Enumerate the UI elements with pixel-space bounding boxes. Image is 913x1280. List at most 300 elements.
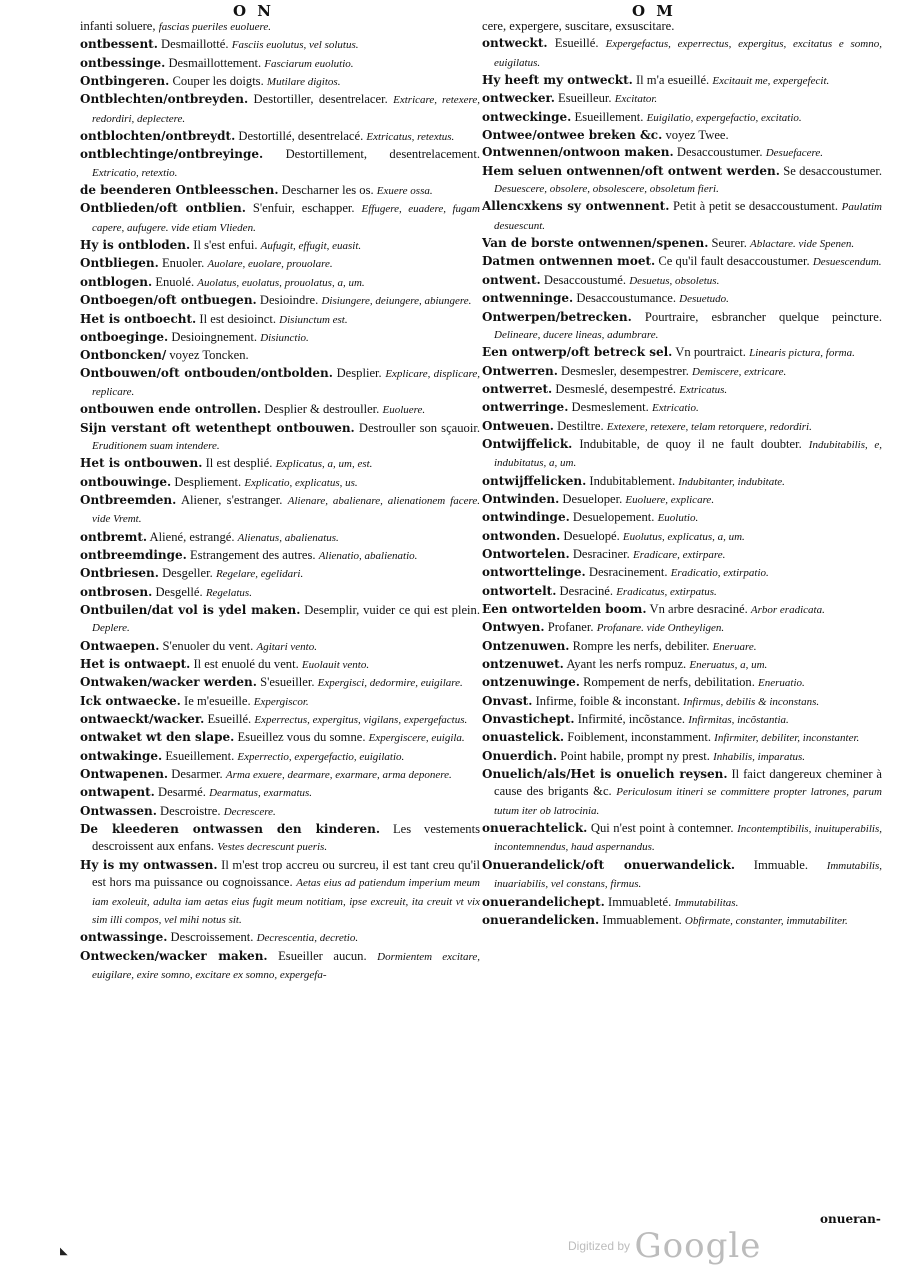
dictionary-entry	[80, 91, 480, 128]
headword: ontwakinge.	[80, 748, 163, 763]
headword: Ontzenuwen.	[482, 638, 570, 653]
latin-gloss: Dormientem excitare, euigilare, exire somno, excitare ex somno, expergefa-	[92, 950, 480, 981]
dictionary-entry	[80, 766, 480, 784]
headword: ontwapent.	[80, 785, 155, 800]
dictionary-entry	[482, 473, 882, 491]
dictionary-entry	[482, 309, 882, 345]
latin-gloss: Delineare, ducere lineas, adumbrare.	[494, 328, 659, 341]
headword: ontwijffelicken.	[482, 473, 587, 488]
headword: ontblogen.	[80, 274, 153, 289]
french-gloss: Desueloper.	[562, 491, 623, 506]
latin-gloss: Extricare, retexere, redordiri, deplectere.	[92, 94, 480, 125]
dictionary-entry	[80, 711, 480, 729]
latin-gloss: Extricatio.	[651, 402, 699, 415]
dictionary-entry	[80, 274, 480, 292]
latin-gloss: Euolutus, explicatus, a, um.	[622, 530, 745, 543]
latin-gloss: Fasciis euolutus, vel solutus.	[231, 39, 359, 52]
latin-gloss: Demiscere, extricare.	[692, 365, 787, 378]
dictionary-entry	[482, 528, 882, 546]
french-gloss: S'esueiller.	[260, 675, 315, 690]
dictionary-entry	[80, 584, 480, 602]
latin-gloss: Regelare, egelidari.	[215, 568, 304, 581]
headword: Ontbreemden.	[80, 492, 177, 507]
headword: ontwaeckt/wacker.	[80, 712, 205, 727]
dictionary-entry	[482, 198, 882, 235]
french-gloss: Descroistre.	[160, 803, 221, 818]
latin-gloss: Indubitanter, indubitate.	[678, 475, 785, 488]
dictionary-entry	[482, 509, 882, 527]
headword: Onvast.	[482, 693, 533, 708]
headword: Onuerandelick/oft onuerwandelick.	[482, 857, 736, 872]
french-gloss: Desmeslement.	[571, 400, 649, 415]
latin-gloss: Aufugit, effugit, euasit.	[260, 240, 362, 253]
dictionary-entry	[80, 255, 480, 273]
french-gloss: Descharner les os.	[281, 183, 374, 198]
headword: Hem seluen ontwennen/oft ontwent werden.	[482, 163, 780, 178]
french-gloss: Pourtraire, esbrancher quelque peincture.	[644, 309, 882, 324]
dictionary-entry	[482, 418, 882, 436]
headword: De kleederen ontwassen den kinderen.	[80, 822, 381, 837]
french-gloss: Desmaillottement.	[168, 55, 262, 70]
latin-gloss: fascias pueriles euoluere.	[158, 21, 272, 33]
dictionary-entry	[482, 290, 882, 308]
headword: ontweckinge.	[482, 109, 572, 124]
headword: Hy heeft my ontweckt.	[482, 73, 633, 88]
headword: ontbouwen ende ontrollen.	[80, 402, 262, 417]
french-gloss: voyez Toncken.	[169, 348, 249, 363]
french-gloss: Point habile, prompt ny prest.	[560, 748, 710, 763]
french-gloss: Ce qu'il fault desaccoustumer.	[658, 254, 810, 269]
dictionary-entry	[80, 128, 480, 146]
dictionary-entry	[80, 292, 480, 310]
french-gloss: Desuelopement.	[572, 510, 655, 525]
dictionary-entry	[80, 200, 480, 237]
dictionary-entry	[482, 619, 882, 637]
dictionary-entry	[80, 674, 480, 692]
dictionary-entry	[80, 656, 480, 674]
latin-gloss: Euolutio.	[657, 512, 699, 525]
dictionary-entry	[482, 235, 882, 253]
latin-gloss: Euoluere.	[382, 404, 426, 417]
french-gloss: Indubitable, de quoy il ne fault doubter.	[579, 436, 802, 451]
dictionary-entry	[80, 55, 480, 73]
french-gloss: Desgeller.	[162, 566, 213, 581]
latin-gloss: Alienare, abalienare, alienationem facere. vide Vremt.	[92, 494, 480, 526]
french-gloss: voyez Twee.	[665, 128, 729, 143]
headword: Ontwaken/wacker werden.	[80, 675, 257, 690]
latin-gloss: Expergisci, dedormire, euigilare.	[317, 677, 463, 690]
dictionary-entry	[80, 748, 480, 766]
headword: ontworttelinge.	[482, 565, 586, 580]
dictionary-entry	[482, 253, 882, 271]
latin-gloss: Explicare, displicare, replicare.	[92, 367, 480, 398]
latin-gloss: Arbor eradicata.	[750, 604, 825, 616]
headword: ontwassinge.	[80, 930, 168, 945]
catchword: onueran-	[820, 1212, 881, 1226]
french-gloss: Immuableté.	[608, 894, 672, 909]
headword: Ontwapenen.	[80, 767, 169, 782]
headword: Ontwijffelick.	[482, 436, 573, 451]
latin-gloss: Euolauit vento.	[301, 659, 370, 672]
french-gloss: Infirmité, incõstance.	[577, 712, 686, 727]
french-gloss: Desgellé.	[155, 584, 203, 599]
dictionary-entry	[80, 146, 480, 182]
dictionary-entry	[482, 272, 882, 290]
dictionary-entry	[80, 492, 480, 529]
latin-gloss: Mutilare digitos.	[266, 76, 341, 89]
latin-gloss: Extexere, retexere, telam retorquere, redordiri.	[606, 420, 812, 433]
headword: Ontbingeren.	[80, 74, 170, 89]
dictionary-entry	[80, 237, 480, 255]
french-gloss: Enuoler.	[161, 256, 205, 271]
latin-gloss: Infirmus, debilis & inconstans.	[683, 695, 820, 708]
french-gloss: Desmaillotté.	[161, 37, 229, 52]
dictionary-entry	[80, 420, 480, 456]
french-gloss: Seurer.	[711, 236, 747, 251]
latin-gloss: Linearis pictura, forma.	[749, 347, 855, 360]
french-gloss: Enuolé.	[155, 274, 195, 289]
latin-gloss: Effugere, euadere, fugam capere, aufugere. vide etiam Vlieden.	[92, 203, 480, 234]
headword: Van de borste ontwennen/spenen.	[482, 236, 709, 251]
dictionary-entry	[482, 363, 882, 381]
headword: Onuerdich.	[482, 748, 558, 763]
french-gloss: Il est desioinct.	[199, 311, 277, 326]
french-gloss: Desmesler, desempestrer.	[561, 363, 689, 378]
corner-mark: ◣	[60, 1246, 68, 1257]
headword: ontboeginge.	[80, 329, 169, 344]
headword: ontwerret.	[482, 381, 553, 396]
dictionary-entry	[80, 182, 480, 200]
dictionary-entry	[482, 729, 882, 747]
headword: ontzenuwinge.	[482, 675, 580, 690]
headword: Ontbuilen/dat vol is ydel maken.	[80, 603, 301, 617]
headword: ontweckt.	[482, 36, 548, 51]
dictionary-entry	[482, 399, 882, 417]
latin-gloss: Expergiscere, euigila.	[368, 732, 465, 745]
french-gloss: Esueiller aucun.	[278, 948, 367, 963]
latin-gloss: Desuescere, obsolere, obsolescere, obsoletum fieri.	[494, 183, 719, 196]
french-gloss: cere, expergere, suscitare, exsuscitare.	[482, 19, 675, 33]
french-gloss: Destrouller son sçauoir.	[358, 420, 481, 435]
french-gloss: Destortillé, desentrelacé.	[238, 129, 364, 144]
french-gloss: Desracinement.	[588, 565, 668, 580]
dictionary-entry	[482, 381, 882, 399]
french-gloss: Infirme, foible & inconstant.	[535, 693, 681, 708]
latin-gloss: Eruditionem suam intendere.	[92, 439, 220, 452]
dictionary-entry	[482, 583, 882, 601]
right-column	[482, 18, 882, 930]
french-gloss: Esueillez vous du somne.	[237, 730, 366, 745]
dictionary-entry	[80, 857, 480, 929]
latin-gloss: Eradicatio, extirpatio.	[670, 567, 769, 580]
headword: ontwent.	[482, 272, 541, 287]
latin-gloss: Dearmatus, exarmatus.	[209, 787, 313, 800]
headword: ontbreemdinge.	[80, 547, 187, 562]
dictionary-entry	[80, 365, 480, 402]
headword: Hy is ontbloden.	[80, 238, 191, 253]
latin-gloss: Extricatio, retextio.	[92, 166, 178, 179]
french-gloss: infanti soluere,	[80, 19, 156, 33]
latin-gloss: Disiunctum est.	[279, 313, 348, 326]
latin-gloss: Ablactare. vide Spenen.	[750, 238, 855, 251]
french-gloss: Esueillement.	[165, 748, 235, 763]
french-gloss: Esueillement.	[574, 109, 644, 124]
french-gloss: Desarmé.	[158, 785, 206, 800]
google-logo: Google	[634, 1226, 762, 1266]
latin-gloss: Agitari vento.	[256, 640, 317, 653]
dictionary-entry	[482, 72, 882, 90]
dictionary-entry	[482, 90, 882, 108]
dictionary-entry	[80, 547, 480, 565]
digitized-watermark	[568, 1226, 761, 1266]
latin-gloss: Eneruare.	[712, 640, 757, 653]
dictionary-entry	[482, 674, 882, 692]
dictionary-entry	[482, 693, 882, 711]
french-gloss: S'enfuir, eschapper.	[252, 201, 355, 216]
dictionary-entry	[80, 73, 480, 91]
headword: Ontwassen.	[80, 803, 157, 818]
french-gloss: Se desaccoustumer.	[783, 163, 882, 178]
latin-gloss: Immutabilis, inuariabilis, vel constans, firmus.	[494, 859, 883, 891]
headword: Hy is my ontwassen.	[80, 857, 218, 872]
dictionary-entry	[482, 144, 882, 162]
dictionary-entry	[80, 474, 480, 492]
french-gloss: Il s'est enfui.	[193, 238, 258, 253]
dictionary-entry	[482, 857, 882, 894]
dictionary-entry	[482, 35, 882, 72]
headword: ontblechtinge/ontbreyinge.	[80, 147, 264, 162]
dictionary-entry	[482, 912, 882, 930]
french-gloss: Desemplir, vuider ce qui est plein.	[304, 603, 480, 617]
latin-gloss: Euigilatio, expergefactio, excitatio.	[646, 111, 802, 124]
latin-gloss: Eradicatus, extirpatus.	[616, 585, 717, 598]
headword: Ontwennen/ontwoon maken.	[482, 145, 674, 160]
french-gloss: Ayant les nerfs rompuz.	[566, 657, 687, 672]
dictionary-entry	[482, 820, 882, 857]
dictionary-entry	[482, 436, 882, 473]
dictionary-entry	[482, 491, 882, 509]
latin-gloss: Extricatus, retextus.	[366, 131, 455, 144]
headword: Ontbliegen.	[80, 256, 159, 271]
dictionary-entry	[482, 18, 882, 35]
french-gloss: Desaccoustumance.	[576, 291, 676, 306]
dictionary-entry	[80, 803, 480, 821]
french-gloss: Qui n'est point à contemner.	[590, 821, 734, 836]
headword: Ontwerren.	[482, 363, 558, 378]
latin-gloss: Experrectio, expergefactio, euigilatio.	[237, 750, 405, 763]
headword: ontwaket wt den slape.	[80, 730, 235, 745]
dictionary-entry	[80, 729, 480, 747]
latin-gloss: Disiungere, deiungere, abiungere.	[321, 295, 472, 308]
latin-gloss: Alienatus, abalienatus.	[237, 531, 339, 544]
french-gloss: Esueillé.	[207, 712, 252, 727]
dictionary-entry	[80, 18, 480, 36]
latin-gloss: Incontemptibilis, inuituperabilis, incontemnendus, haud aspernandus.	[494, 823, 883, 854]
dictionary-entry	[80, 329, 480, 347]
french-gloss: Desuelopé.	[563, 528, 620, 543]
headword: ontbessinge.	[80, 55, 166, 70]
latin-gloss: Infirmitas, incõstantia.	[688, 714, 789, 727]
headword: Ontwecken/wacker maken.	[80, 948, 268, 963]
headword: Een ontwerp/oft betreck sel.	[482, 345, 673, 360]
headword: Het is ontboecht.	[80, 311, 197, 326]
french-gloss: Il est enuolé du vent.	[193, 657, 299, 672]
headword: Ontboncken/	[80, 348, 167, 363]
headword: Datmen ontwennen moet.	[482, 254, 656, 269]
dictionary-entry	[80, 821, 480, 857]
latin-gloss: Aetas eius ad patiendum imperium meum iam exoleuit, adulta iam aetas eius fugit meum notitiam, ipse excreuit, ita creuit vt vix sim illi compos, vel mihi notus sit.	[92, 877, 481, 926]
french-gloss: Descroissement.	[170, 930, 254, 945]
latin-gloss: Deplere.	[92, 622, 130, 635]
dictionary-entry	[482, 894, 882, 912]
latin-gloss: Excitauit me, expergefecit.	[712, 75, 830, 88]
headword: Onuelich/als/Het is onuelich reysen.	[482, 767, 728, 782]
latin-gloss: Euoluere, explicare.	[625, 493, 715, 506]
headword: ontwindinge.	[482, 510, 570, 525]
headword: ontblochten/ontbreydt.	[80, 129, 236, 144]
latin-gloss: Explicatio, explicatus, us.	[244, 476, 358, 489]
latin-gloss: Explicatus, a, um, est.	[275, 458, 373, 471]
french-gloss: Couper les doigts.	[172, 74, 264, 89]
latin-gloss: Decrescere.	[223, 805, 276, 818]
french-gloss: Profaner.	[547, 620, 594, 635]
headword: Ontblechten/ontbreyden.	[80, 92, 249, 107]
french-gloss: Destiltre.	[557, 418, 604, 433]
latin-gloss: Extricatus.	[679, 383, 728, 396]
french-gloss: Esueilleur.	[558, 91, 612, 106]
headword: onuerandelichept.	[482, 894, 605, 909]
headword: Ontblieden/oft ontblien.	[80, 201, 246, 216]
headword: onuerachtelick.	[482, 821, 588, 836]
headword: Sijn verstant oft wetenthept ontbouwen.	[80, 420, 355, 435]
french-gloss: Aliené, estrangé.	[149, 529, 235, 544]
latin-gloss: Excitator.	[614, 93, 658, 106]
headword: onuerandelicken.	[482, 912, 600, 927]
french-gloss: Immuable.	[753, 857, 809, 872]
latin-gloss: Profanare. vide Ontheyligen.	[596, 622, 725, 635]
headword: Ontwaepen.	[80, 638, 160, 653]
headword: Het is ontbouwen.	[80, 456, 203, 471]
latin-gloss: Infirmiter, debiliter, inconstanter.	[714, 732, 860, 745]
french-gloss: Desaccoustumer.	[676, 145, 763, 160]
latin-gloss: Regelatus.	[205, 586, 252, 599]
headword: ontbrosen.	[80, 584, 153, 599]
latin-gloss: Paulatim desuescunt.	[494, 201, 883, 232]
headword: ontzenuwet.	[482, 657, 564, 672]
latin-gloss: Auolare, euolare, prouolare.	[207, 258, 333, 271]
french-gloss: S'enuoler du vent.	[162, 638, 254, 653]
latin-gloss: Expergefactus, experrectus, expergitus, excitatus e somno, euigilatus.	[494, 38, 882, 69]
headword: Ontboegen/oft ontbuegen.	[80, 293, 257, 308]
dictionary-entry	[482, 601, 882, 619]
latin-gloss: Eneruatio.	[758, 677, 805, 690]
headword: ontbessent.	[80, 37, 158, 52]
latin-gloss: Arma exuere, dearmare, exarmare, arma deponere.	[225, 769, 452, 782]
latin-gloss: Vestes decrescunt pueris.	[217, 841, 328, 854]
watermark-prefix: Digitized by	[568, 1239, 631, 1253]
dictionary-entry	[482, 344, 882, 362]
dictionary-entry	[80, 929, 480, 947]
latin-gloss: Indubitabilis, e, indubitatus, a, um.	[494, 438, 882, 470]
headword: ontwerringe.	[482, 400, 569, 415]
french-gloss: Desioingnement.	[171, 329, 258, 344]
latin-gloss: Desuefacere.	[765, 147, 824, 160]
french-gloss: Indubitablement.	[589, 473, 676, 488]
left-column	[80, 18, 480, 984]
french-gloss: Il m'est trop accreu ou surcreu, il est tant creu qu'il est hors ma puissance ou cognoissance.	[92, 857, 480, 890]
french-gloss: Vn arbre desraciné.	[649, 602, 748, 616]
dictionary-entry	[80, 693, 480, 711]
dictionary-entry	[482, 638, 882, 656]
french-gloss: Rompre les nerfs, debiliter.	[572, 638, 710, 653]
headword: Ontbouwen/oft ontbouden/ontbolden.	[80, 365, 333, 380]
headword: Het is ontwaept.	[80, 657, 191, 672]
dictionary-entry	[482, 656, 882, 674]
dictionary-entry	[80, 565, 480, 583]
headword: onuastelick.	[482, 730, 565, 745]
dictionary-entry	[482, 163, 882, 199]
french-gloss: Destortiller, desentrelacer.	[253, 92, 388, 107]
headword: ontwecker.	[482, 91, 555, 106]
french-gloss: Desarmer.	[171, 767, 223, 782]
headword: Allencxkens sy ontwennent.	[482, 199, 670, 214]
dictionary-entry	[482, 711, 882, 729]
headword: Ontweuen.	[482, 418, 554, 433]
dictionary-entry	[482, 546, 882, 564]
headword: Ontwinden.	[482, 491, 560, 506]
latin-gloss: Eneruatus, a, um.	[689, 659, 768, 672]
dictionary-entry	[482, 766, 882, 820]
latin-gloss: Obfirmate, constanter, immutabiliter.	[684, 914, 848, 927]
french-gloss: Desioindre.	[259, 293, 319, 308]
french-gloss: Destortillement, desentrelacement.	[285, 147, 480, 162]
latin-gloss: Inhabilis, imparatus.	[713, 750, 806, 763]
headword: Een ontwortelden boom.	[482, 602, 647, 616]
headword: Ontwortelen.	[482, 546, 570, 561]
french-gloss: Il faict dangereux cheminer à cause des brigants &c.	[494, 767, 882, 799]
headword: ontwenninge.	[482, 291, 574, 306]
latin-gloss: Alienatio, abalienatio.	[318, 549, 418, 562]
headword: ontbremt.	[80, 529, 148, 544]
french-gloss: Despliement.	[174, 474, 242, 489]
dictionary-entry	[80, 529, 480, 547]
latin-gloss: Immutabilitas.	[674, 896, 739, 909]
dictionary-entry	[80, 36, 480, 54]
french-gloss: Esueillé.	[554, 36, 599, 51]
french-gloss: Ie m'esueille.	[184, 693, 251, 708]
headword: ontbouwinge.	[80, 474, 172, 489]
latin-gloss: Periculosum itineri se committere propter latrones, parum tutum iter ob latrocinia.	[494, 786, 882, 817]
dictionary-entry	[482, 109, 882, 127]
latin-gloss: Desuetudo.	[679, 293, 729, 306]
header-right: O M	[632, 2, 676, 20]
dictionary-entry	[482, 564, 882, 582]
french-gloss: Aliener, s'estranger.	[180, 492, 283, 507]
latin-gloss: Experrectus, expergitus, vigilans, expergefactus.	[254, 714, 468, 727]
headword: Ontwyen.	[482, 620, 545, 635]
latin-gloss: Desuescendum.	[812, 256, 882, 269]
dictionary-entry	[482, 127, 882, 144]
french-gloss: Vn pourtraict.	[675, 345, 746, 360]
latin-gloss: Eradicare, extirpare.	[632, 548, 726, 561]
dictionary-entry	[482, 748, 882, 766]
french-gloss: Estrangement des autres.	[189, 547, 316, 562]
latin-gloss: Exuere ossa.	[376, 185, 433, 198]
latin-gloss: Auolatus, euolatus, prouolatus, a, um.	[197, 276, 365, 289]
dictionary-entry	[80, 602, 480, 638]
french-gloss: Desplier & destrouller.	[264, 402, 380, 417]
french-gloss: Rompement de nerfs, debilitation.	[583, 675, 755, 690]
